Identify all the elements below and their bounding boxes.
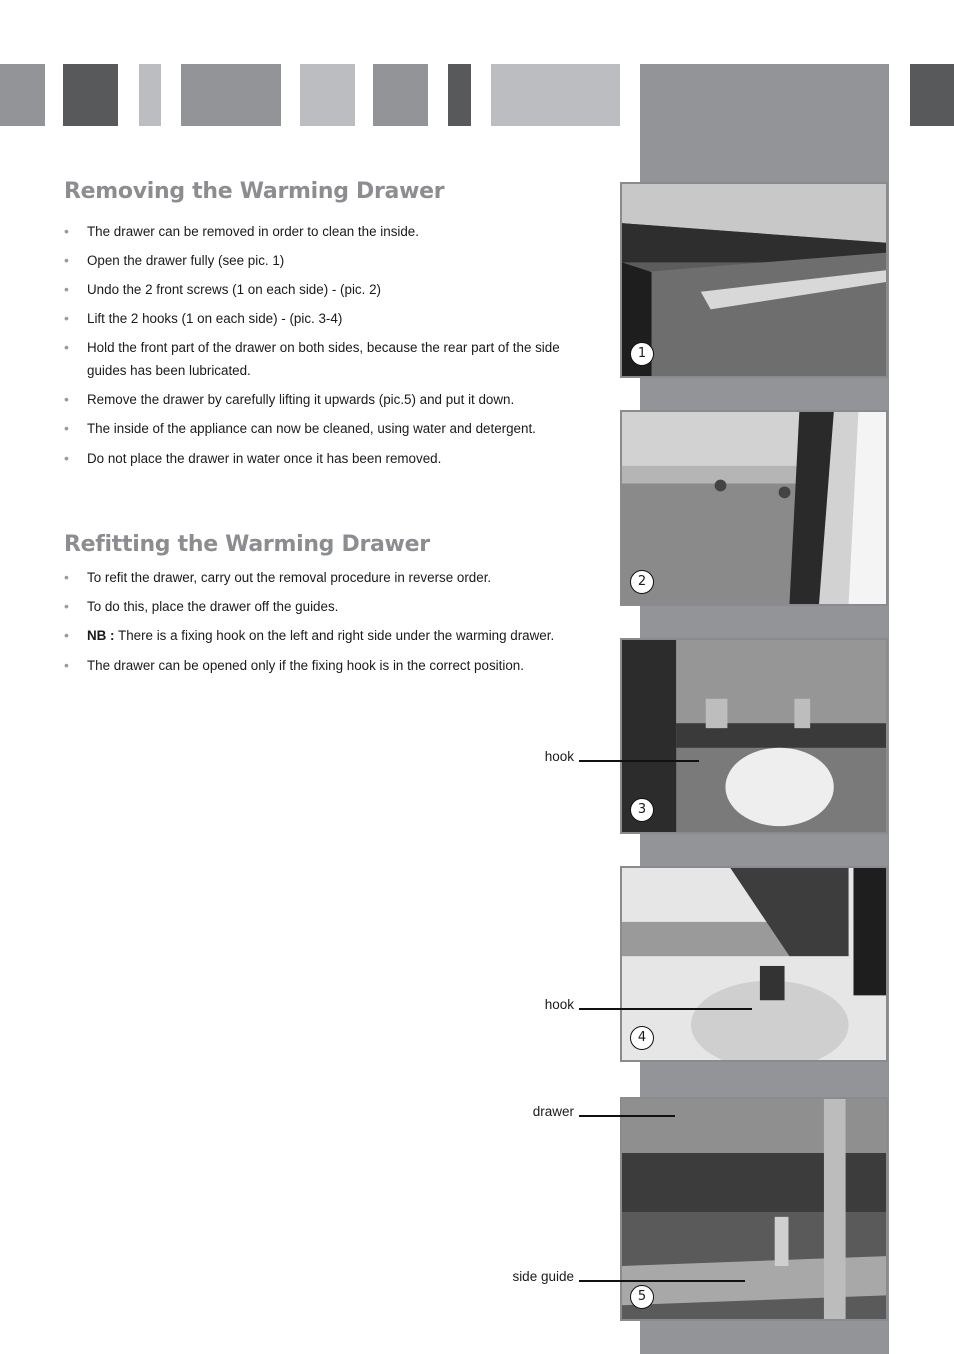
drawer-label: drawer — [532, 1104, 574, 1119]
header-bar-3 — [139, 64, 161, 126]
removing-list — [64, 220, 594, 470]
header-bar-9 — [910, 64, 954, 126]
picture-number-badge: 1 — [630, 342, 654, 366]
front-screws-illustration — [622, 412, 886, 604]
hook-leader-line-3 — [579, 760, 699, 762]
picture-number-badge: 5 — [630, 1285, 654, 1309]
nb-label: NB : — [87, 628, 115, 643]
header-bar-4 — [181, 64, 281, 126]
drawer-open-photo — [620, 182, 888, 378]
list-item: • Undo the 2 front screws (1 on each side) - (pic. 2) — [64, 278, 594, 301]
picture-number-badge: 2 — [630, 570, 654, 594]
nb-text: There is a fixing hook on the left and right side under the warming drawer. — [114, 628, 555, 643]
drawer-removal-illustration — [622, 1099, 886, 1319]
hook-leader-line-4 — [579, 1008, 752, 1010]
header-bar-7 — [448, 64, 471, 126]
side-guide-leader-line — [579, 1280, 745, 1282]
drawer-removal-photo — [620, 1097, 888, 1321]
removing-heading: Removing the Warming Drawer — [64, 179, 445, 204]
refitting-list — [64, 566, 594, 677]
list-item: • Hold the front part of the drawer on both sides, because the rear part of the side guides has been lubricated. — [64, 336, 594, 382]
list-item: • Open the drawer fully (see pic. 1) — [64, 249, 594, 272]
drawer-open-illustration — [622, 184, 886, 376]
hook-label-3: hook — [544, 749, 574, 764]
refitting-heading: Refitting the Warming Drawer — [64, 532, 430, 557]
list-item: • Remove the drawer by carefully lifting it upwards (pic.5) and put it down. — [64, 388, 594, 411]
hook-label-4: hook — [544, 997, 574, 1012]
drawer-leader-line — [579, 1115, 675, 1117]
list-item: • The drawer can be opened only if the fixing hook is in the correct position. — [64, 654, 594, 677]
list-item: • Do not place the drawer in water once it has been removed. — [64, 447, 594, 470]
list-item: • The drawer can be removed in order to clean the inside. — [64, 220, 594, 243]
picture-number-badge: 3 — [630, 798, 654, 822]
list-item: • To do this, place the drawer off the guides. — [64, 595, 594, 618]
hook-lift-photo — [620, 638, 888, 834]
header-bar-8 — [491, 64, 620, 126]
picture-number-badge: 4 — [630, 1026, 654, 1050]
hook-underside-photo — [620, 866, 888, 1062]
header-bar-5 — [300, 64, 355, 126]
side-guide-label: side guide — [512, 1269, 574, 1284]
header-bar-2 — [63, 64, 118, 126]
header-bar-6 — [373, 64, 428, 126]
hook-lift-illustration — [622, 640, 886, 832]
list-item: • Lift the 2 hooks (1 on each side) - (pic. 3-4) — [64, 307, 594, 330]
list-item-nb — [64, 624, 594, 647]
list-item: • To refit the drawer, carry out the removal procedure in reverse order. — [64, 566, 594, 589]
list-item: • The inside of the appliance can now be cleaned, using water and detergent. — [64, 417, 594, 440]
hook-underside-illustration — [622, 868, 886, 1060]
header-bar-1 — [0, 64, 45, 126]
front-screws-photo — [620, 410, 888, 606]
